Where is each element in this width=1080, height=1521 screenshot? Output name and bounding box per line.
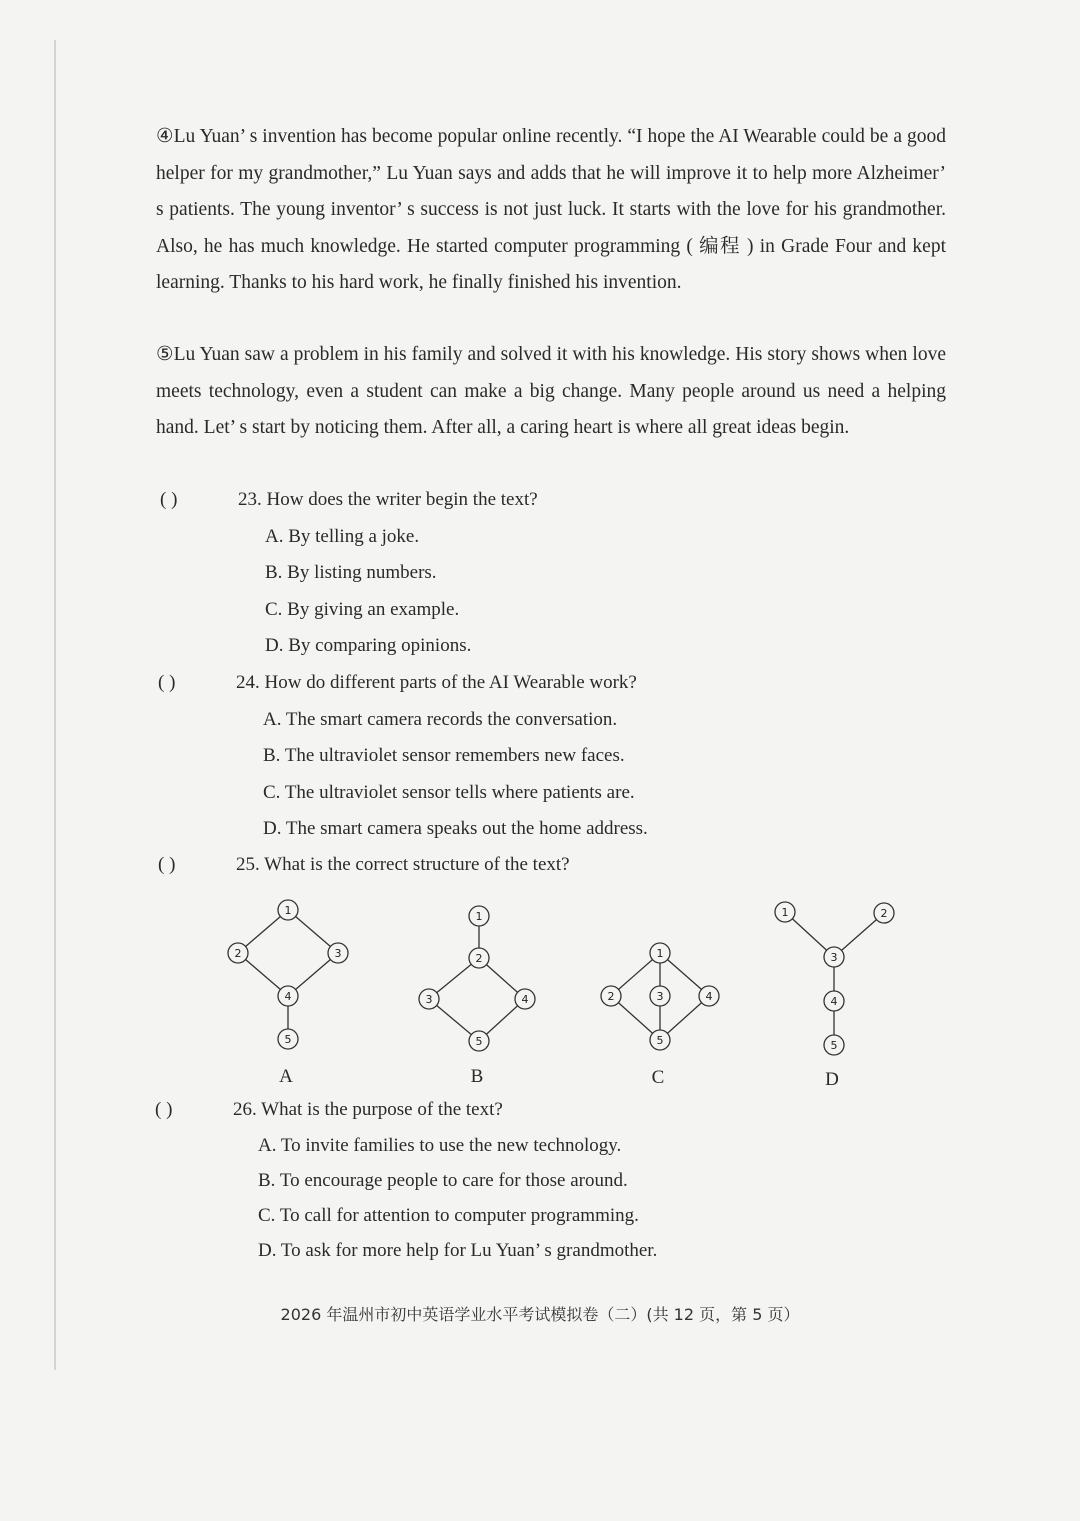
option-a: A. The smart camera records the conversation. bbox=[263, 709, 618, 730]
option-d: D. To ask for more help for Lu Yuan’ s grandmother. bbox=[258, 1240, 658, 1261]
svg-text:4: 4 bbox=[521, 993, 529, 1006]
diagram-a-node-1 bbox=[278, 900, 298, 920]
svg-text:1: 1 bbox=[284, 904, 292, 917]
option-b: B. The ultraviolet sensor remembers new faces. bbox=[263, 745, 625, 766]
option-d: D. The smart camera speaks out the home address. bbox=[263, 818, 648, 839]
diagram-a-node-5 bbox=[278, 1029, 298, 1049]
svg-text:2: 2 bbox=[475, 952, 483, 965]
option-c: C. The ultraviolet sensor tells where patients are. bbox=[263, 782, 635, 803]
diagram-label-b: B bbox=[470, 1066, 484, 1087]
diagram-b-node-5 bbox=[469, 1031, 489, 1051]
question-stem: 24. How do different parts of the AI Wearable work? bbox=[236, 672, 637, 693]
answer-blank[interactable]: ( ) bbox=[158, 854, 176, 875]
page-footer: 2026 年温州市初中英语学业水平考试模拟卷（二）(共 12 页，第 5 页） bbox=[280, 1305, 800, 1324]
diagram-a-node-3 bbox=[328, 943, 348, 963]
svg-text:4: 4 bbox=[830, 995, 838, 1008]
svg-text:2: 2 bbox=[234, 947, 242, 960]
diagram-b-node-4 bbox=[515, 989, 535, 1009]
option-c: C. By giving an example. bbox=[265, 599, 460, 620]
svg-text:2: 2 bbox=[880, 907, 888, 920]
svg-text:5: 5 bbox=[475, 1035, 483, 1048]
answer-blank[interactable]: ( ) bbox=[160, 489, 178, 510]
diagram-a-node-2 bbox=[228, 943, 248, 963]
option-b: B. To encourage people to care for those around. bbox=[258, 1170, 628, 1191]
svg-text:3: 3 bbox=[830, 951, 838, 964]
diagram-d-node-4 bbox=[824, 991, 844, 1011]
diagram-c-node-1 bbox=[650, 943, 670, 963]
diagram-b-node-2 bbox=[469, 948, 489, 968]
diagram-a-node-4 bbox=[278, 986, 298, 1006]
question-stem: 23. How does the writer begin the text? bbox=[238, 489, 538, 510]
svg-text:1: 1 bbox=[475, 910, 483, 923]
diagram-d-node-2 bbox=[874, 903, 894, 923]
diagram-d-node-5 bbox=[824, 1035, 844, 1055]
diagram-label-d: D bbox=[825, 1069, 839, 1090]
diagram-b-node-3 bbox=[419, 989, 439, 1009]
diagram-label-c: C bbox=[651, 1067, 665, 1088]
answer-blank[interactable]: ( ) bbox=[158, 672, 176, 693]
question-stem: 26. What is the purpose of the text? bbox=[233, 1099, 503, 1120]
diagram-c-node-5 bbox=[650, 1030, 670, 1050]
svg-text:2: 2 bbox=[607, 990, 615, 1003]
question-stem: 25. What is the correct structure of the text? bbox=[236, 854, 570, 875]
diagram-d-node-3 bbox=[824, 947, 844, 967]
diagram-label-a: A bbox=[279, 1066, 293, 1087]
svg-text:1: 1 bbox=[656, 947, 664, 960]
paragraph-5: ⑤Lu Yuan saw a problem in his family and solved it with his knowledge. His story shows when love meets technology, even a student can make a big change. Many people around us need a helping hand. Let’ s start by noticing them. After all, a caring heart is where all great ideas begin. bbox=[156, 344, 946, 438]
diagram-c-node-3 bbox=[650, 986, 670, 1006]
option-a: A. By telling a joke. bbox=[265, 526, 420, 547]
svg-text:4: 4 bbox=[284, 990, 292, 1003]
diagram-c-node-4 bbox=[699, 986, 719, 1006]
svg-text:5: 5 bbox=[830, 1039, 838, 1052]
svg-text:3: 3 bbox=[425, 993, 433, 1006]
svg-text:1: 1 bbox=[781, 906, 789, 919]
answer-blank[interactable]: ( ) bbox=[155, 1099, 173, 1120]
svg-text:5: 5 bbox=[284, 1033, 292, 1046]
diagram-d-node-1 bbox=[775, 902, 795, 922]
diagram-c-node-2 bbox=[601, 986, 621, 1006]
option-d: D. By comparing opinions. bbox=[265, 635, 472, 656]
paragraph-4: ④Lu Yuan’ s invention has become popular online recently. “I hope the AI Wearable could be a good helper for my grandmother,” Lu Yuan says and adds that he will improve it to help more Alzheimer’ s patients. The young inventor’ s success is not just luck. It starts with the love for his grandmother. Also, he has much knowledge. He started computer programming ( 编程 ) in Grade Four and kept learning. Thanks to his hard work, he finally finished his invention. bbox=[156, 126, 946, 293]
svg-text:5: 5 bbox=[656, 1034, 664, 1047]
svg-text:3: 3 bbox=[334, 947, 342, 960]
option-c: C. To call for attention to computer programming. bbox=[258, 1205, 639, 1226]
svg-text:3: 3 bbox=[656, 990, 664, 1003]
question-26 bbox=[155, 1098, 503, 1122]
option-a: A. To invite families to use the new technology. bbox=[258, 1135, 622, 1156]
diagram-b-node-1 bbox=[469, 906, 489, 926]
svg-text:4: 4 bbox=[705, 990, 713, 1003]
option-b: B. By listing numbers. bbox=[265, 562, 437, 583]
